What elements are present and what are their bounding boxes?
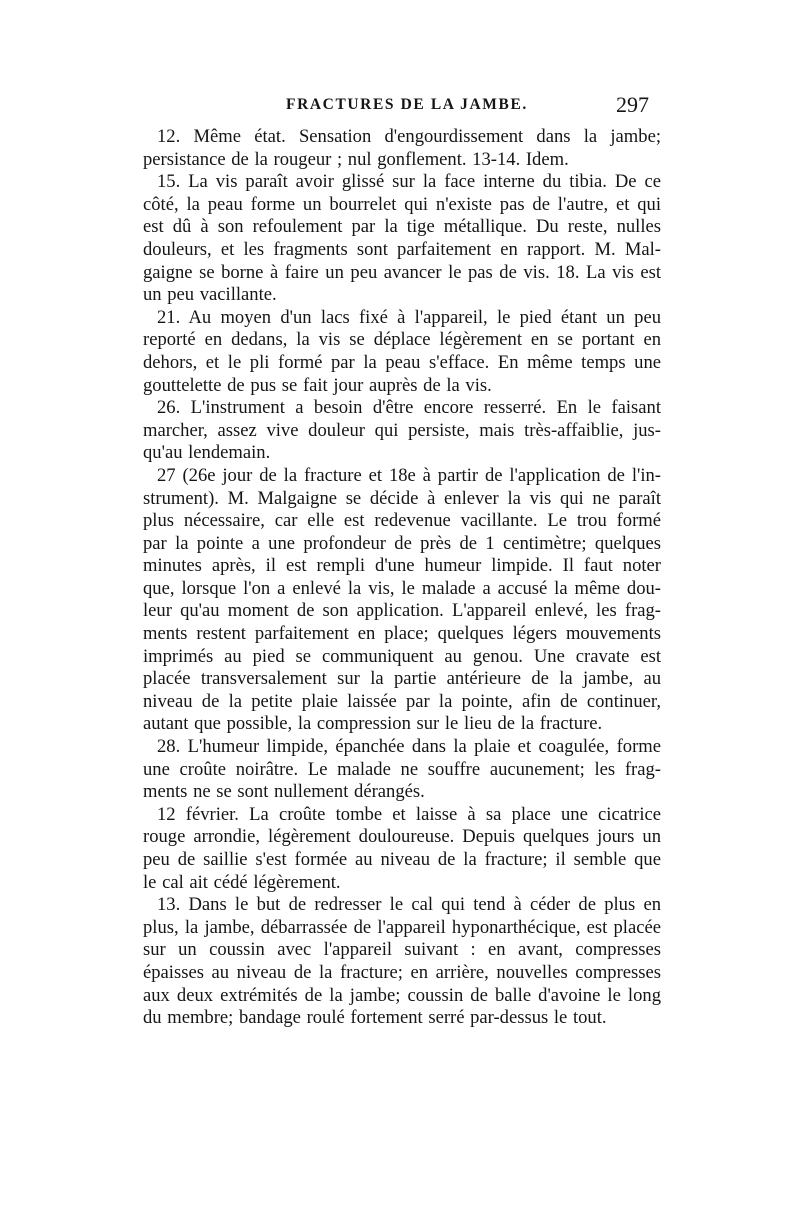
text-line: leur qu'au moment de son application. L'appareil enlevé, les frag- bbox=[143, 600, 661, 622]
text-line: placée transversalement sur la partie antérieure de la jambe, au bbox=[143, 668, 661, 690]
text-line: 12. Même état. Sensation d'engourdissement dans la jambe; bbox=[157, 126, 661, 147]
page-number: 297 bbox=[616, 92, 649, 117]
text-line: un peu vacillante. bbox=[143, 284, 277, 306]
text-line: le cal ait cédé légèrement. bbox=[143, 871, 341, 893]
text-line: niveau de la petite plaie laissée par la pointe, afin de continuer, bbox=[143, 690, 661, 712]
text-line: strument). M. Malgaigne se décide à enlever la vis qui ne paraît bbox=[143, 487, 661, 509]
text-line: par la pointe a une profondeur de près de 1 centimètre; quelques bbox=[143, 532, 661, 554]
text-line: ments restent parfaitement en place; quelques légers mouvements bbox=[143, 623, 661, 645]
text-line: imprimés au pied se communiquent au genou. Une cravate est bbox=[143, 645, 661, 667]
text-line: du membre; bandage roulé fortement serré par-dessus le tout. bbox=[143, 1007, 607, 1029]
text-line: plus, la jambe, débarrassée de l'appareil hyponarthécique, est placée bbox=[143, 916, 661, 938]
text-line: 13. Dans le but de redresser le cal qui tend à céder de plus en bbox=[157, 894, 661, 916]
text-line: 28. L'humeur limpide, épanchée dans la plaie et coagulée, forme bbox=[157, 736, 661, 758]
text-line: qu'au lendemain. bbox=[143, 442, 271, 464]
text-line: peu de saillie s'est formée au niveau de la fracture; il semble que bbox=[143, 849, 661, 870]
running-title: FRACTURES DE LA JAMBE. bbox=[286, 96, 528, 113]
text-line: autant que possible, la compression sur le lieu de la fracture. bbox=[143, 713, 603, 735]
text-line: gouttelette de pus se fait jour auprès de la vis. bbox=[143, 374, 492, 396]
text-line: est dû à son refoulement par la tige métallique. Du reste, nulles bbox=[143, 216, 661, 238]
text-line: ments ne se sont nullement dérangés. bbox=[143, 781, 425, 803]
text-line: que, lorsque l'on a enlevé la vis, le malade a accusé la même dou- bbox=[143, 577, 661, 599]
text-line: persistance de la rougeur ; nul gonflement. 13-14. Idem. bbox=[143, 148, 569, 170]
text-line: une croûte noirâtre. Le malade ne souffre aucunement; les frag- bbox=[143, 758, 661, 780]
text-line: reporté en dedans, la vis se déplace légèrement en se portant en bbox=[143, 329, 661, 351]
text-line: 12 février. La croûte tombe et laisse à sa place une cicatrice bbox=[157, 803, 661, 825]
text-line: 27 (26e jour de la fracture et 18e à partir de l'application de l'in- bbox=[157, 464, 661, 486]
text-line: aux deux extrémités de la jambe; coussin de balle d'avoine le long bbox=[143, 984, 661, 1006]
text-line: épaisses au niveau de la fracture; en arrière, nouvelles compresses bbox=[143, 961, 661, 983]
text-line: 15. La vis paraît avoir glissé sur la face interne du tibia. De ce bbox=[157, 171, 661, 193]
body-text bbox=[143, 126, 661, 1030]
page-header bbox=[0, 92, 800, 126]
text-line: marcher, assez vive douleur qui persiste, mais très-affaiblie, jus- bbox=[143, 419, 661, 441]
text-line: minutes après, il est rempli d'une humeur limpide. Il faut noter bbox=[143, 555, 661, 577]
text-line: côté, la peau forme un bourrelet qui n'existe pas de l'autre, et qui bbox=[143, 193, 661, 215]
text-line: gaigne se borne à faire un peu avancer le pas de vis. 18. La vis est bbox=[143, 261, 661, 283]
text-line: sur un coussin avec l'appareil suivant : en avant, compresses bbox=[143, 939, 661, 961]
text-line: dehors, et le pli formé par la peau s'efface. En même temps une bbox=[143, 351, 661, 373]
text-line: 21. Au moyen d'un lacs fixé à l'appareil, le pied étant un peu bbox=[157, 306, 661, 328]
text-line: douleurs, et les fragments sont parfaitement en rapport. M. Mal- bbox=[143, 238, 661, 260]
text-line: 26. L'instrument a besoin d'être encore resserré. En le faisant bbox=[157, 397, 661, 419]
text-line: plus nécessaire, car elle est redevenue vacillante. Le trou formé bbox=[143, 510, 661, 532]
text-line: rouge arrondie, légèrement douloureuse. Depuis quelques jours un bbox=[143, 826, 661, 848]
